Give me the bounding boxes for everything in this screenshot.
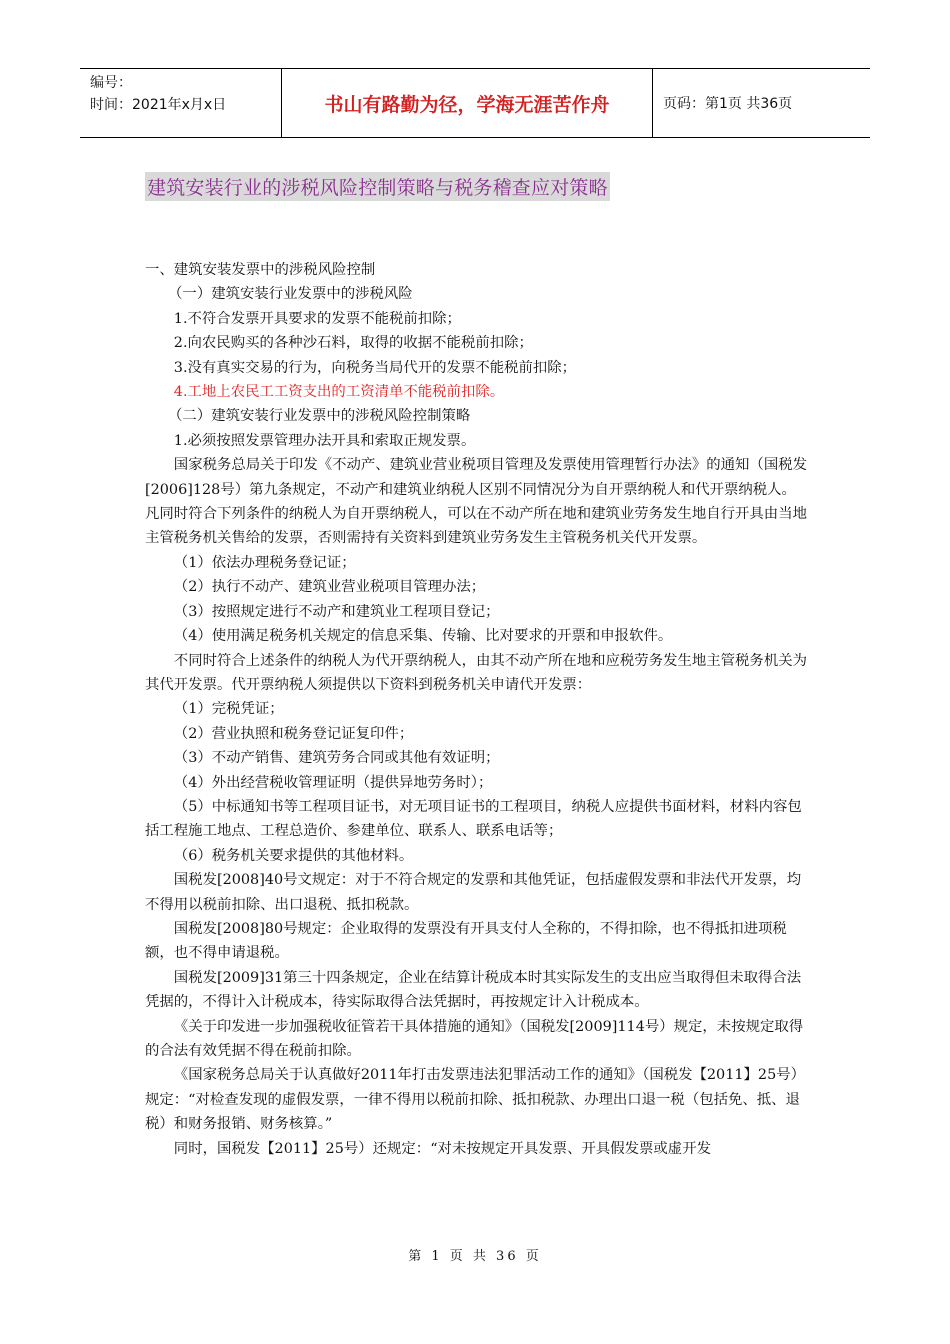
body-paragraph: 国税发[2008]80号规定：企业取得的发票没有开具支付人全称的，不得扣除，也不得抵扣进项税额，也不得申请退税。 — [145, 920, 787, 962]
body-paragraph: 同时，国税发【2011】25号）还规定：“对未按规定开具发票、开具假发票或虚开发 — [173, 1140, 711, 1157]
body-paragraph: 不同时符合上述条件的纳税人为代开票纳税人，由其不动产所在地和应税劳务发生地主管税务机关为其代开发票。代开票纳税人须提供以下资料到税务机关申请代开发票： — [145, 652, 807, 693]
list-item: （1）依法办理税务登记证； — [173, 554, 356, 571]
header-left-cell — [80, 69, 282, 137]
number-label: 编号： — [90, 75, 132, 91]
list-item: （4）外出经营税收管理证明（提供异地劳务时）； — [173, 774, 493, 791]
list-item: （4）使用满足税务机关规定的信息采集、传输、比对要求的开票和申报软件。 — [173, 628, 673, 645]
body-paragraph: 国税发[2009]31第三十四条规定，企业在结算计税成本时其实际发生的支出应当取得但未取得合法凭据的，不得计入计税成本，待实际取得合法凭据时，再按规定计入计税成本。 — [145, 969, 802, 1011]
page-header — [80, 68, 870, 138]
list-item: （3）按照规定进行不动产和建筑业工程项目登记； — [173, 603, 500, 620]
list-item: 1.必须按照发票管理办法开具和索取正规发票。 — [173, 432, 476, 449]
body-paragraph: 《国家税务总局关于认真做好2011年打击发票违法犯罪活动工作的通知》（国税发【2011】25号）规定：“对检查发现的虚假发票，一律不得用以税前扣除、抵扣税款、办理出口退一税（包括免、抵、退税）和财务报销、财务核算。” — [145, 1067, 806, 1133]
document-title: 建筑安装行业的涉税风险控制策略与税务稽查应对策略 — [145, 172, 610, 201]
body-paragraph: 国家税务总局关于印发《不动产、建筑业营业税项目管理及发票使用管理暂行办法》的通知（国税发[2006]128号）第九条规定，不动产和建筑业纳税人区别不同情况分为自开票纳税人和代开票纳税人。凡同时符合下列条件的纳税人为自开票纳税人，可以在不动产所在地和建筑业劳务发生地自行开具由当地主管税务机关售给的发票，否则需持有关资料到建筑业劳务发生主管税务机关代开发票。 — [145, 457, 807, 547]
list-item: （2）执行不动产、建筑业营业税项目管理办法； — [173, 579, 486, 596]
subsection-heading: （二）建筑安装行业发票中的涉税风险控制策略 — [168, 408, 471, 425]
list-item: （3）不动产销售、建筑劳务合同或其他有效证明； — [173, 750, 500, 767]
list-item: （2）营业执照和税务登记证复印件； — [173, 725, 414, 742]
list-item: （5）中标通知书等工程项目证书，对无项目证书的工程项目，纳税人应提供书面材料，材料内容包括工程施工地点、工程总造价、参建单位、联系人、联系电话等； — [145, 798, 802, 840]
subsection-heading: （一）建筑安装行业发票中的涉税风险 — [168, 286, 413, 303]
list-item-highlighted: 4.工地上农民工工资支出的工资清单不能税前扣除。 — [173, 384, 505, 401]
list-item: （6）税务机关要求提供的其他材料。 — [173, 847, 414, 864]
list-item: 3.没有真实交易的行为，向税务当局代开的发票不能税前扣除； — [173, 359, 577, 376]
header-motto: 书山有路勤为径，学海无涯苦作舟 — [282, 69, 653, 137]
list-item: 1.不符合发票开具要求的发票不能税前扣除； — [173, 310, 461, 327]
list-item: 2.向农民购买的各种沙石料，取得的收据不能税前扣除； — [173, 335, 533, 352]
section-heading: 一、建筑安装发票中的涉税风险控制 — [145, 262, 376, 278]
header-page-info: 页码：第1页 共36页 — [663, 96, 793, 112]
time-label: 时间：2021年x月x日 — [90, 97, 227, 113]
body-paragraph: 《关于印发进一步加强税收征管若干具体措施的通知》（国税发[2009]114号）规定，未按规定取得的合法有效凭据不得在税前扣除。 — [145, 1018, 804, 1059]
list-item: （1）完税凭证； — [173, 701, 284, 718]
body-paragraph: 国税发[2008]40号文规定：对于不符合规定的发票和其他凭证，包括虚假发票和非法代开发票，均不得用以税前扣除、出口退税、抵扣税款。 — [145, 872, 802, 913]
document-body — [145, 258, 810, 1161]
page-footer: 第 1 页 共 36 页 — [408, 1249, 542, 1264]
